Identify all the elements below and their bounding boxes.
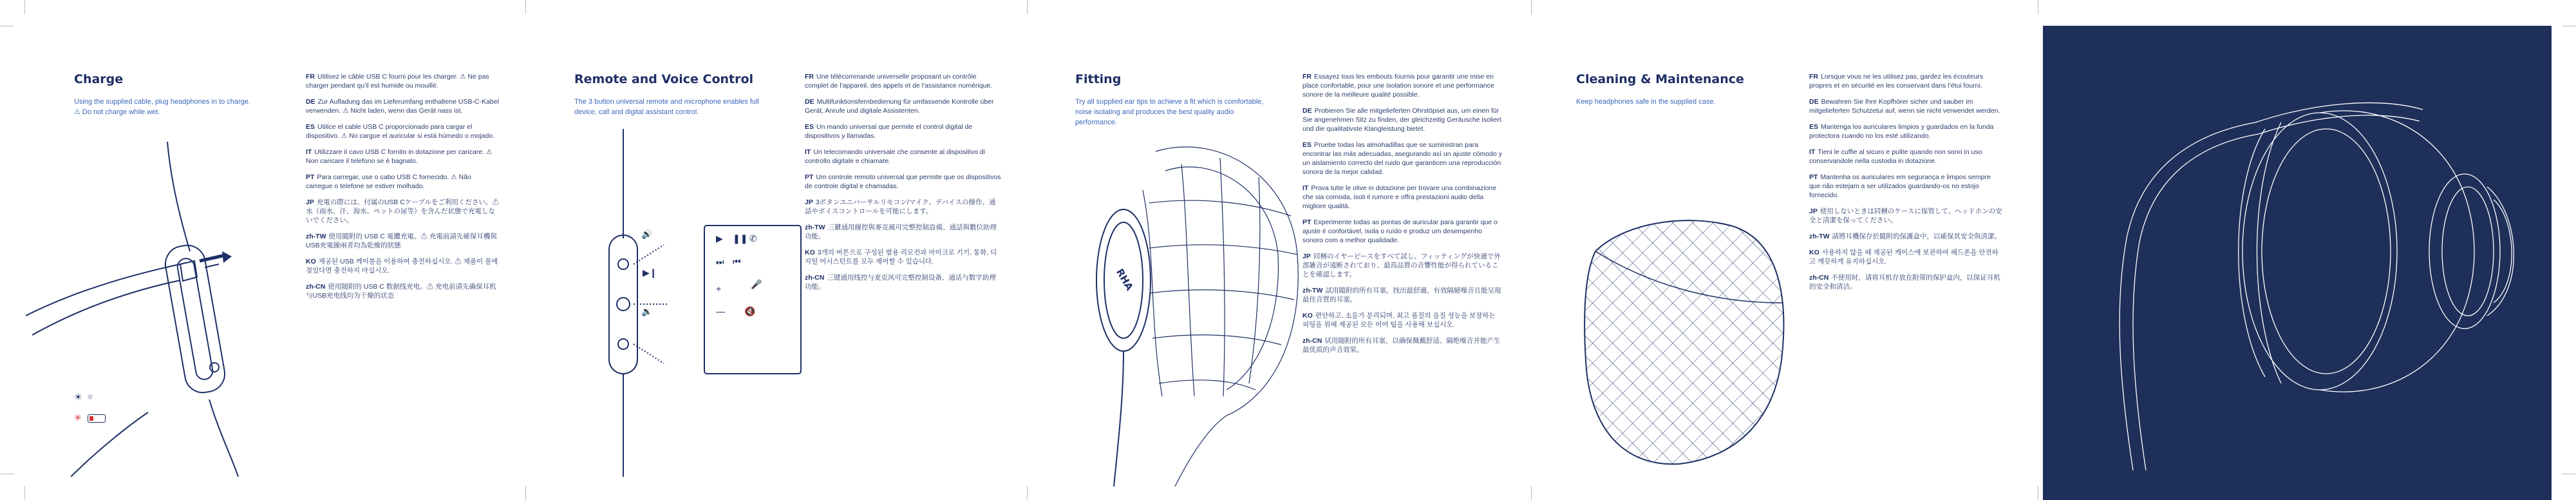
volume-down-icon: 🔉 <box>641 306 653 316</box>
volume-up-icon: 🔊 <box>641 229 653 239</box>
translation-item: FR Utilisez le câble USB C fourni pour les charger. ⚠ Ne pas charger pendant qu'il est humide ou mouillé. <box>306 73 489 90</box>
translation-item: ES Pruebe todas las almohadillas que se suministran para encontrar las más adecuadas, asegurando así un ajuste cómodo y un aislamiento correcto del ruido que garanticen una reproducción sonora de la mejor calidad. <box>1302 141 1502 176</box>
remote-illustration <box>564 129 815 477</box>
section-subtitle: The 3 button universal remote and microphone enables full device, call and digital assistant control. <box>574 98 759 116</box>
translation-item: ES Mantenga los auriculares limpios y guardados en la funda protectora cuando no los esté utilizando. <box>1809 123 1994 140</box>
play-icon: ▶ <box>716 233 723 244</box>
translation-item: zh-CN 三键通用线控与麦克风可完整控制设备、通话与数字助理功能。 <box>805 274 996 291</box>
translation-item: FR Lorsque vous ne les utilisez pas, gardez les écouteurs propres et en sécurité en les conservant dans l'étui fourni. <box>1809 73 1984 90</box>
translation-item: PT Para carregar, use o cabo USB C fornecido. ⚠ Não carregue o telefone se estiver molhado. <box>306 173 471 190</box>
mute-icon: 🔇 <box>744 306 756 316</box>
led-indicator <box>88 394 93 399</box>
sun-icon: ☀ <box>74 392 82 402</box>
translation-item: KO 제공된 USB 케이블을 이용하여 충전하십시오. ⚠ 제품이 물에 젖었다면 충전하지 마십시오. <box>306 258 498 274</box>
translation-item: DE Bewahren Sie Ihre Kopfhörer sicher und sauber im mitgelieferten Schutzetui auf, wenn sie nicht verwendet werden. <box>1809 98 2000 115</box>
translation-item: DE Multifunktionsfernbedienung für umfassende Kontrolle über Gerät, Anrufe und digitale Assistenten. <box>805 98 994 115</box>
translation-item: IT Prova tutte le olive in dotazione per trovare una combinazione che sia comoda, isoli il rumore e offra prestazioni audio della migliore qualità. <box>1302 184 1497 210</box>
translation-item: KO 사용하지 않을 때 제공된 케이스에 보관하여 헤드폰을 안전하고 깨끗하게 유지하십시오. <box>1809 249 1998 265</box>
translation-item: zh-TW 三鍵通用線控與麥克風可完整控制設備、通話與數位助理功能。 <box>805 224 997 240</box>
translations-column <box>306 72 499 307</box>
translation-item: KO 편안하고, 소음가 분리되며, 최고 품질의 음질 성능을 보장하는 피팅을 위해 제공된 모든 이어 팁을 사용해 보십시오. <box>1302 312 1496 329</box>
section-heading: Remote and Voice Control <box>574 72 754 86</box>
translation-item: KO 3개의 버튼으로 구성된 범용 리모컨과 마이크로 기기, 통화, 디지털 어시스턴트를 모두 제어할 수 있습니다. <box>805 249 997 265</box>
translation-item: zh-TW 使用隨附的 USB C 電纜充電。⚠ 充電前請先確保耳機與USB充電線兩者均為乾燥的狀態 <box>306 233 497 249</box>
panel-fitting <box>1027 0 1531 500</box>
translations-column <box>1809 72 2002 298</box>
earphone-line-art <box>2043 26 2552 500</box>
section-heading: Charge <box>74 72 124 86</box>
brand-logo: RHA <box>1114 267 1136 293</box>
section-subtitle: Keep headphones safe in the supplied case. <box>1576 98 1716 106</box>
phone-icon: ✆ <box>749 233 757 244</box>
translation-item: zh-TW 試用隨附的所有耳塞，找出最舒適、有效隔絕噪音且能呈現最佳音質的耳塞。 <box>1302 287 1501 303</box>
section-heading: Cleaning & Maintenance <box>1576 72 1744 86</box>
translation-item: JP 同梱のイヤーピースをすべて試し、フィッティングが快適で外部雑音が遠断されており、最高品質の音響性能が得られていることを確認します。 <box>1302 253 1501 278</box>
translation-item: ES Un mando universal que permite el control digital de dispositivos y llamadas. <box>805 123 973 140</box>
battery-icon: ✳ <box>74 412 82 423</box>
translation-item: PT Um controle remoto universal que permite que os dispositivos de controle digital e chamadas. <box>805 173 1001 190</box>
translation-item: zh-CN 不使用时，请将耳机存放在附带的保护盒内，以保证耳机的安全和清洁。 <box>1809 274 2000 291</box>
play-pause-icon: ▶❙ <box>643 267 657 278</box>
translation-item: ES Utilice el cable USB C proporcionado para cargar el dispositivo. ⚠ No cargue el auricular si está húmedo o mojado. <box>306 123 495 140</box>
volume-up-icon: + <box>716 284 722 294</box>
translation-item: JP 使用しないときは同梱のケースに保管して、ヘッドホンの安全と清潔を保ってください。 <box>1809 207 2002 224</box>
pause-icon: ❚❚ <box>733 233 748 244</box>
panel-remote <box>525 0 1027 500</box>
translation-item: zh-CN 试用随附的所有耳塞，以确保佩戴舒适、隔绝噪音并能产生最优质的声音效果。 <box>1302 337 1501 354</box>
translation-item: IT Utilizzare il cavo USB C fornito in dotazione per caricare. ⚠ Non caricare il telefono se è bagnato. <box>306 148 493 165</box>
translations-column <box>805 72 1001 298</box>
carry-case-illustration <box>1583 213 1795 470</box>
translation-item: IT Tieni le cuffie al sicuro e pulite quando non sono in uso conservandole nella custodia in dotazione. <box>1809 148 1982 165</box>
panel-charge <box>0 0 525 500</box>
translations-column <box>1302 72 1502 361</box>
translation-item: FR Essayez tous les embouts fournis pour garantir une mise en place confortable, pour une isolation sonore et une performance sonore de la meilleure qualité possible. <box>1302 73 1494 99</box>
section-subtitle: Using the supplied cable, plug headphones in to charge. ⚠ Do not charge while wet. <box>74 98 250 116</box>
translation-item: DE Probieren Sie alle mitgelieferten Ohrstöpsel aus, um einen für Sie angenehmen Sitz zu finden, der gleichzeitig Geräusche isoliert und die qualitativste Klangleistung bietet. <box>1302 107 1501 133</box>
volume-down-icon: — <box>716 306 725 316</box>
translation-item: PT Mantenha os auriculares em segurança e limpos sempre que não estejam a ser utilizados guardando-os no estojo fornecido. <box>1809 173 1991 199</box>
translation-item: JP 3ボタンユニバーサルリモコン/マイク、デバイスの操作、通話やボイスコントロールを可能にします。 <box>805 198 996 215</box>
translation-item: zh-CN 使用随附的 USB C 数据线充电。⚠ 充电前请先确保耳机与USB充电线均为干燥的状态 <box>306 283 496 300</box>
skip-forward-icon: ⏭ <box>716 256 724 267</box>
translation-item: IT Un telecomando universale che consente al dispositivo di controllo digitale e chiamate. <box>805 148 986 165</box>
translation-item: JP 充電の際には、付属のUSB Cケーブルをご利用ください。⚠ 水（雨水、汗、海水、ペットの尿等）を含んだ状態で充電しないでください。 <box>306 198 499 224</box>
ear-fit-illustration <box>1078 126 1310 486</box>
skip-back-icon: ⏮ <box>733 256 741 267</box>
translation-item: zh-TW 請將耳機保存於隨附的保護盒中，以確保其安全與清潔。 <box>1809 233 2001 240</box>
section-heading: Fitting <box>1075 72 1122 86</box>
panel-cleaning <box>1531 0 2038 500</box>
led-indicator-red <box>89 416 93 421</box>
microphone-icon: 🎤 <box>751 279 762 289</box>
charging-illustration <box>26 142 296 477</box>
translation-item: FR Une télécommande universelle proposant un contrôle complet de l'appareil, des appels et de l'assistance numérique. <box>805 73 993 90</box>
section-subtitle: Try all supplied ear tips to achieve a fit which is comfortable, noise isolating and produces the best quality audio performance. <box>1075 98 1264 126</box>
translation-item: PT Experimente todas as pontas de auricular para garantir que o ajuste é confortável, isola o ruído e produz um desempenho sonoro com a melhor qualidade. <box>1302 218 1498 244</box>
translation-item: DE Zur Aufladung das im Lieferumfang enthaltene USB-C-Kabel verwenden. ⚠ Nicht laden, wenn das Gerät nass ist. <box>306 98 499 115</box>
